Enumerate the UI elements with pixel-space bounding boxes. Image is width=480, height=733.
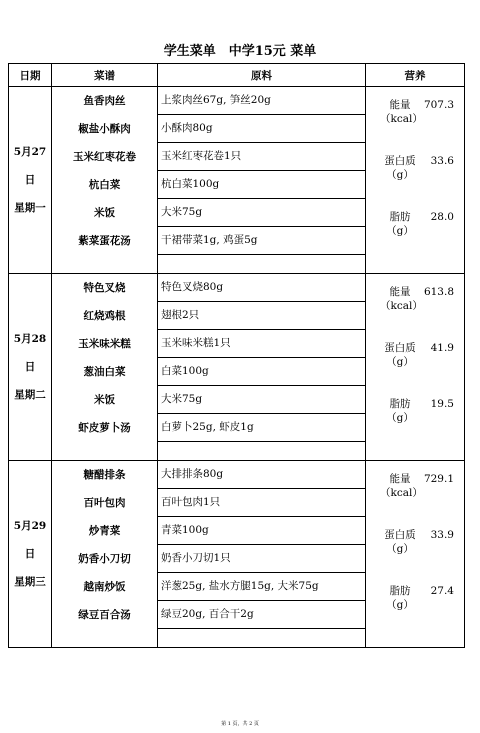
nutrition-fat [366,386,464,442]
nutrition-label: 能量（kcal） [380,99,423,125]
day-weekday: 星期一 [14,202,46,214]
nutrition-energy [366,87,464,143]
dish-item: 红烧鸡根 [83,310,126,322]
dish-item: 百叶包肉 [83,497,126,509]
material-item: 洋葱25g, 盐水方腿15g, 大米75g [158,573,365,601]
nutrition-label: 脂肪（g） [386,585,414,611]
nutrition-value: 28.0 [430,211,454,223]
material-item: 白萝卜25g, 虾皮1g [158,414,365,442]
dish-item: 炒青菜 [88,525,121,537]
dish-item: 奶香小刀切 [78,553,131,565]
material-item: 特色叉烧80g [158,274,365,302]
nutrition-fat [366,199,464,255]
material-item: 玉米红枣花卷1只 [158,143,365,171]
material-item: 大排排条80g [158,461,365,489]
dish-item: 葱油白菜 [83,366,126,378]
day-weekday: 星期二 [14,389,46,401]
day-row-3 [9,461,465,648]
menu-table [8,63,465,648]
dish-item: 杭白菜 [88,179,121,191]
header-materials: 原料 [158,64,366,87]
dish-list [52,87,158,274]
nutrition-label: 脂肪（g） [386,398,414,424]
day-date-cell [9,87,52,274]
material-item: 绿豆20g, 百合干2g [158,601,365,629]
dish-item: 虾皮萝卜汤 [78,422,131,434]
nutrition-cell [366,274,465,461]
material-list [158,461,366,648]
material-item: 上浆肉丝67g, 笋丝20g [158,87,365,115]
dish-item: 绿豆百合汤 [78,609,131,621]
material-item: 奶香小刀切1只 [158,545,365,573]
material-item: 玉米味米糕1只 [158,330,365,358]
nutrition-energy [366,274,464,330]
dish-list [52,461,158,648]
page-footer: 第 1 页，共 2 页 [221,721,259,727]
nutrition-protein [366,143,464,199]
nutrition-energy [366,461,464,517]
nutrition-fat [366,573,464,629]
material-item: 大米75g [158,386,365,414]
day-date: 5月27日 [13,146,47,186]
nutrition-label: 能量（kcal） [380,473,423,499]
nutrition-protein [366,330,464,386]
nutrition-value: 33.9 [430,529,454,541]
day-date-cell [9,461,52,648]
nutrition-value: 27.4 [430,585,454,597]
page-title: 学生菜单 中学15元 菜单 [163,44,317,59]
nutrition-protein [366,517,464,573]
material-item: 干裙带菜1g, 鸡蛋5g [158,227,365,255]
nutrition-value: 19.5 [430,398,454,410]
dish-list [52,274,158,461]
dish-item: 糖醋排条 [83,469,126,481]
day-row-1 [9,87,465,274]
nutrition-cell [366,461,465,648]
dish-item: 特色叉烧 [83,282,126,294]
nutrition-value: 613.8 [423,286,454,298]
nutrition-value: 33.6 [430,155,454,167]
nutrition-label: 蛋白质（g） [384,529,416,555]
material-item: 百叶包肉1只 [158,489,365,517]
nutrition-cell [366,87,465,274]
material-item: 青菜100g [158,517,365,545]
day-date: 5月28日 [13,333,47,373]
nutrition-label: 蛋白质（g） [384,342,416,368]
dish-item: 越南炒饭 [83,581,126,593]
day-row-2 [9,274,465,461]
day-date: 5月29日 [13,520,47,560]
nutrition-label: 蛋白质（g） [384,155,416,181]
nutrition-value: 707.3 [423,99,454,111]
material-item: 白菜100g [158,358,365,386]
nutrition-value: 729.1 [423,473,454,485]
header-dish: 菜谱 [52,64,158,87]
material-list [158,87,366,274]
material-item: 大米75g [158,199,365,227]
dish-item: 玉米红枣花卷 [73,151,136,163]
material-list [158,274,366,461]
material-item: 翅根2只 [158,302,365,330]
dish-item: 紫菜蛋花汤 [78,235,131,247]
day-weekday: 星期三 [14,576,46,588]
material-item: 小酥肉80g [158,115,365,143]
header-nutrition: 营养 [366,64,465,87]
table-header-row [9,64,465,87]
nutrition-value: 41.9 [430,342,454,354]
nutrition-label: 脂肪（g） [386,211,414,237]
dish-item: 米饭 [94,207,115,219]
dish-item: 鱼香肉丝 [83,95,126,107]
dish-item: 玉米味米糕 [78,338,131,350]
dish-item: 米饭 [94,394,115,406]
nutrition-label: 能量（kcal） [380,286,423,312]
day-date-cell [9,274,52,461]
material-item: 杭白菜100g [158,171,365,199]
header-date: 日期 [9,64,52,87]
dish-item: 椒盐小酥肉 [78,123,131,135]
